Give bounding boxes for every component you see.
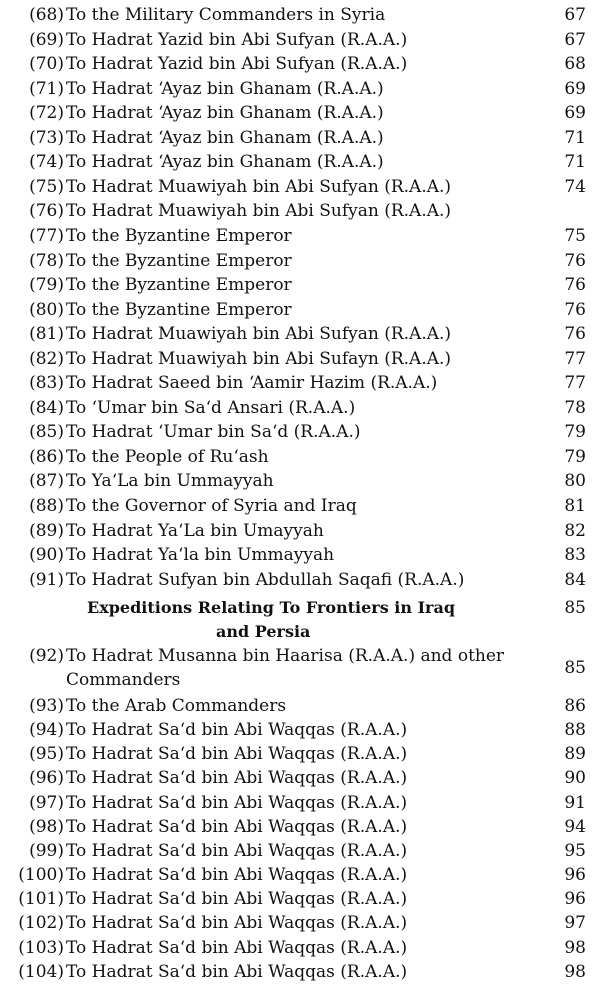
toc-entry[interactable] [0, 469, 600, 494]
entry-title: To Hadrat Sa‘d bin Abi Waqqas (R.A.A.) [66, 937, 408, 958]
entry-title: To Hadrat Sa‘d bin Abi Waqqas (R.A.A.) [66, 744, 408, 765]
entry-number: (103) [18, 937, 64, 958]
entry-number: (75) [29, 176, 64, 197]
toc-entry[interactable] [0, 791, 600, 816]
entry-title: To the Byzantine Emperor [66, 250, 292, 271]
toc-entry[interactable] [0, 568, 600, 593]
entry-number: (74) [29, 152, 64, 173]
entry-number: (90) [29, 545, 64, 566]
toc-entry[interactable] [0, 347, 600, 372]
entry-number: (96) [29, 768, 64, 789]
entry-page-number: 91 [564, 792, 586, 813]
entry-title: To the Arab Commanders [66, 696, 287, 716]
toc-entry[interactable] [0, 718, 600, 743]
entry-title: To Hadrat Ya‘La bin Umayyah [66, 520, 324, 541]
entry-number: (83) [29, 373, 64, 394]
entry-number: (79) [29, 275, 64, 296]
entry-page-number: 69 [564, 78, 586, 99]
entry-title: To Ya‘La bin Ummayyah [66, 471, 274, 492]
entry-page-number: 78 [564, 397, 586, 418]
entry-title: To Hadrat Musanna bin Haarisa (R.A.A.) and other Commanders [66, 646, 505, 690]
entry-title: To the Byzantine Emperor [66, 225, 292, 246]
entry-page-number: 95 [564, 840, 586, 861]
entry-title: To Hadrat Sufyan bin Abdullah Saqafi (R.A.A.) [66, 569, 465, 590]
entry-page-number: 76 [564, 299, 586, 320]
entry-title: To Hadrat Yazid bin Abi Sufyan (R.A.A.) [66, 29, 408, 50]
toc-entry[interactable] [0, 863, 600, 888]
toc-entry[interactable] [0, 396, 600, 421]
entry-title: To Hadrat Muawiyah bin Abi Sufayn (R.A.A.) [66, 348, 452, 369]
entry-title: To Hadrat Sa‘d bin Abi Waqqas (R.A.A.) [66, 913, 408, 934]
entry-number: (69) [29, 29, 64, 50]
toc-entry[interactable] [0, 199, 600, 224]
toc-entry[interactable] [0, 150, 600, 175]
entry-title: To Hadrat Sa‘d bin Abi Waqqas (R.A.A.) [66, 768, 408, 789]
entry-number: (95) [29, 744, 64, 765]
entry-number: (80) [29, 299, 64, 320]
entry-title: To Hadrat Muawiyah bin Abi Sufyan (R.A.A.) [66, 201, 452, 222]
entry-page-number: 79 [564, 422, 586, 443]
entry-number: (104) [18, 961, 64, 982]
entry-page-number: 77 [564, 348, 586, 369]
entry-number: (100) [18, 865, 64, 886]
toc-entry[interactable] [0, 175, 600, 200]
entry-page-number: 74 [564, 176, 586, 197]
toc-entry[interactable] [0, 936, 600, 961]
entry-page-number: 77 [564, 373, 586, 394]
entry-page-number: 79 [564, 446, 586, 467]
entry-number: (88) [29, 496, 64, 516]
entry-number: (70) [29, 54, 64, 75]
toc-entry[interactable] [0, 911, 600, 936]
entry-page-number: 67 [564, 5, 586, 25]
toc-entry[interactable] [0, 543, 600, 568]
entry-page-number: 85 [564, 658, 586, 678]
entry-title: To the People of Ru‘ash [66, 446, 269, 467]
entry-page-number: 97 [564, 913, 586, 934]
entry-number: (92) [29, 646, 64, 666]
toc-entry[interactable] [0, 224, 600, 249]
entry-title: To Hadrat Yazid bin Abi Sufyan (R.A.A.) [66, 54, 408, 75]
entry-page-number: 67 [564, 29, 586, 50]
entry-page-number: 80 [564, 471, 586, 492]
toc-entry[interactable] [0, 839, 600, 864]
entry-title: To Hadrat Sa‘d bin Abi Waqqas (R.A.A.) [66, 889, 408, 910]
section-heading-page: 85 [564, 598, 586, 618]
entry-page-number: 76 [564, 324, 586, 345]
toc-entry[interactable] [0, 694, 600, 719]
toc-entry[interactable] [0, 101, 600, 126]
section-heading-line2: and Persia [216, 622, 311, 641]
entry-number: (78) [29, 250, 64, 271]
entry-title: To Hadrat Sa‘d bin Abi Waqqas (R.A.A.) [66, 792, 408, 813]
toc-entry[interactable] [0, 445, 600, 470]
toc-entry[interactable] [0, 3, 600, 28]
toc-entry[interactable] [0, 249, 600, 274]
entry-title: To Hadrat ‘Ayaz bin Ghanam (R.A.A.) [66, 78, 384, 99]
entry-number: (84) [29, 397, 64, 418]
entry-title: To the Byzantine Emperor [66, 275, 292, 296]
entry-page-number: 94 [564, 816, 586, 837]
entry-number: (99) [29, 840, 64, 861]
entry-title: To Hadrat ‘Ayaz bin Ghanam (R.A.A.) [66, 127, 384, 148]
toc-entry[interactable] [0, 52, 600, 77]
entry-number: (77) [29, 225, 64, 246]
toc-entry[interactable] [0, 519, 600, 544]
entry-number: (101) [18, 889, 64, 910]
toc-entry[interactable] [0, 126, 600, 151]
entry-page-number: 84 [564, 569, 586, 590]
entry-number: (102) [18, 913, 64, 934]
entry-number: (86) [29, 446, 64, 467]
entry-title: To Hadrat ‘Ayaz bin Ghanam (R.A.A.) [66, 103, 384, 124]
entry-page-number: 81 [564, 496, 586, 516]
entry-number: (89) [29, 520, 64, 541]
entry-page-number: 90 [564, 768, 586, 789]
entry-number: (85) [29, 422, 64, 443]
toc-entry[interactable] [0, 371, 600, 396]
entry-title: To the Military Commanders in Syria [66, 5, 386, 25]
entry-page-number: 71 [564, 152, 586, 173]
toc-entry[interactable] [0, 742, 600, 767]
entry-number: (68) [29, 5, 64, 25]
entry-page-number: 86 [564, 696, 586, 716]
toc-entry[interactable] [0, 494, 600, 519]
entry-page-number: 82 [564, 520, 586, 541]
entry-page-number: 88 [564, 720, 586, 741]
entry-page-number: 76 [564, 275, 586, 296]
entry-page-number: 98 [564, 937, 586, 958]
entry-number: (71) [29, 78, 64, 99]
entry-title: To ‘Umar bin Sa‘d Ansari (R.A.A.) [66, 397, 356, 418]
toc-entry[interactable] [0, 77, 600, 102]
section-heading-line1: Expeditions Relating To Frontiers in Iraq [87, 598, 456, 617]
entry-number: (98) [29, 816, 64, 837]
toc-entry[interactable] [0, 28, 600, 53]
entry-title: To Hadrat Sa‘d bin Abi Waqqas (R.A.A.) [66, 816, 408, 837]
entry-title: To the Governor of Syria and Iraq [66, 496, 357, 516]
entry-title: To Hadrat Sa‘d bin Abi Waqqas (R.A.A.) [66, 865, 408, 886]
entry-title: To Hadrat Saeed bin ‘Aamir Hazim (R.A.A.) [66, 373, 438, 394]
entry-page-number: 96 [564, 889, 586, 910]
entry-title: To Hadrat Muawiyah bin Abi Sufyan (R.A.A.) [66, 324, 452, 345]
entry-title: To Hadrat Sa‘d bin Abi Waqqas (R.A.A.) [66, 720, 408, 741]
entry-number: (82) [29, 348, 64, 369]
entry-number: (73) [29, 127, 64, 148]
entry-page-number: 83 [564, 545, 586, 566]
entry-number: (72) [29, 103, 64, 124]
toc-entry[interactable] [0, 960, 600, 985]
entry-number: (76) [29, 201, 64, 222]
entry-page-number: 68 [564, 54, 586, 75]
toc-entry[interactable] [0, 815, 600, 840]
entry-title: To Hadrat Sa‘d bin Abi Waqqas (R.A.A.) [66, 961, 408, 982]
entry-title: To Hadrat Sa‘d bin Abi Waqqas (R.A.A.) [66, 840, 408, 861]
toc-entry[interactable] [0, 322, 600, 347]
entry-title: To Hadrat Muawiyah bin Abi Sufyan (R.A.A.) [66, 176, 452, 197]
entry-title: To Hadrat Ya‘la bin Ummayyah [66, 545, 335, 566]
entry-page-number: 96 [564, 865, 586, 886]
entry-number: (81) [29, 324, 64, 345]
entry-title: To Hadrat ‘Umar bin Sa‘d (R.A.A.) [66, 422, 361, 443]
toc-entry[interactable] [0, 644, 600, 693]
entry-page-number: 71 [564, 127, 586, 148]
entry-number: (94) [29, 720, 64, 741]
entry-title: To Hadrat ‘Ayaz bin Ghanam (R.A.A.) [66, 152, 384, 173]
toc-entry[interactable] [0, 273, 600, 298]
entry-page-number: 76 [564, 250, 586, 271]
entry-page-number: 89 [564, 744, 586, 765]
entry-number: (93) [29, 696, 64, 716]
toc-entry[interactable] [0, 420, 600, 445]
toc-entry[interactable] [0, 887, 600, 912]
toc-entry[interactable] [0, 766, 600, 791]
entry-number: (91) [29, 569, 64, 590]
entry-number: (97) [29, 792, 64, 813]
section-heading [0, 596, 600, 644]
entry-page-number: 98 [564, 961, 586, 982]
toc-entry[interactable] [0, 298, 600, 323]
entry-page-number: 69 [564, 103, 586, 124]
entry-title: To the Byzantine Emperor [66, 299, 292, 320]
entry-page-number: 75 [564, 225, 586, 246]
entry-number: (87) [29, 471, 64, 492]
